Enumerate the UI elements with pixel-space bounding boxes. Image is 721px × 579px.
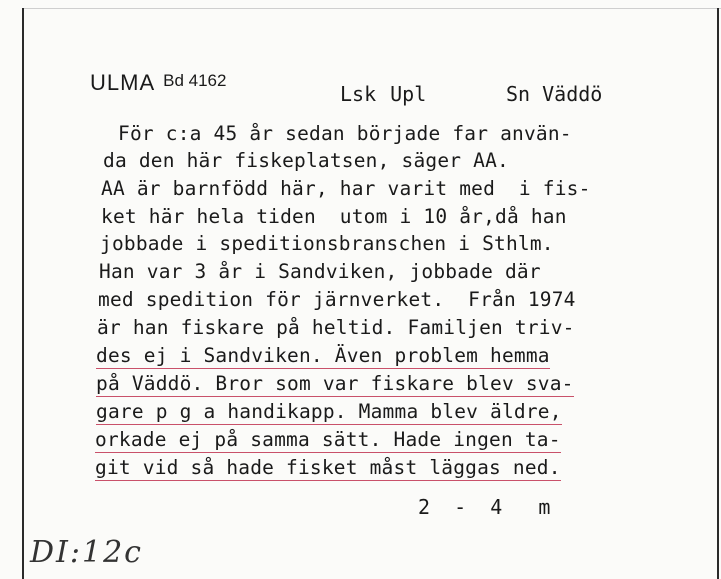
handwritten-mark: DI:12c [30,535,143,570]
body-line: orkade ej på samma sätt. Hade ingen ta- [95,428,561,451]
card-top-edge [22,8,721,9]
body-line: jobbade i speditionsbranschen i Sthlm. [100,232,554,255]
body-line: är han fiskare på heltid. Familjen triv- [97,316,575,339]
body-line: på Väddö. Bror som var fiskare blev sva- [96,372,574,395]
bd-number: Bd 4162 [163,71,227,90]
body-line: AA är barnfödd här, har varit med i fis- [101,177,591,200]
body-line: Han var 3 år i Sandviken, jobbade där [99,260,541,283]
card-right-edge [717,8,719,579]
province-label: Upl [390,82,427,106]
region-code [340,82,426,106]
archive-code [90,70,226,96]
body-line: med spedition för järnverket. Från 1974 [98,288,576,311]
parish-label: Sn Väddö [506,82,603,106]
archive-name: ULMA [90,70,156,95]
body-line: da den här fiskeplatsen, säger AA. [103,149,509,172]
page-range: 2 - 4 m [418,495,551,519]
body-line: git vid så hade fisket måst läggas ned. [95,456,561,479]
region-code-label: Lsk [340,82,377,106]
card-left-edge [22,8,24,579]
body-line: gare p g a handikapp. Mamma blev äldre, [96,400,562,423]
body-line: des ej i Sandviken. Även problem hemma [96,344,550,367]
body-line: ket här hela tiden utom i 10 år,då han [101,205,567,228]
body-line: För c:a 45 år sedan började far använ- [118,122,572,145]
